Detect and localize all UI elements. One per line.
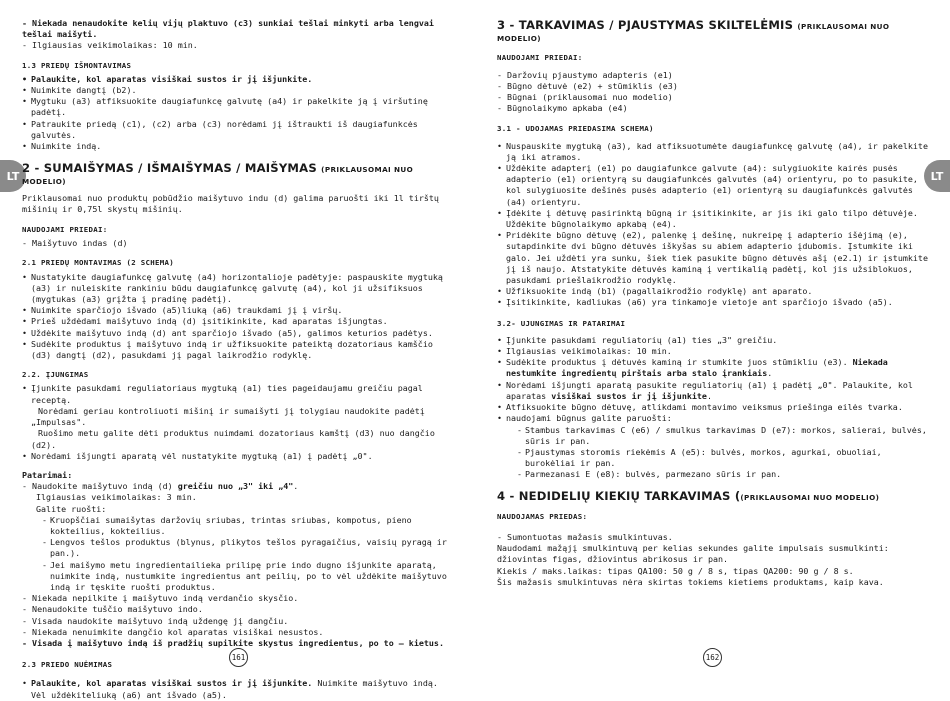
- used-accessories-item: - Daržovių pjaustymo adapteris (e1): [497, 69, 673, 80]
- list-item-bold: visiškai sustos ir jį išjunkite: [551, 390, 707, 401]
- list-item-bold: Palaukite, kol aparatas visiškai sustos ir jį išjunkite.: [31, 678, 313, 689]
- used-accessories-item: - Būgnolaikymo apkaba (e4): [497, 103, 628, 114]
- section-4-line: Šis mažasis smulkintuvas nėra skirtas tokiems kietiems produktams, kaip kava.: [497, 576, 884, 587]
- misc-line-bold: - Visada į maišytuvo indą iš pradžių supilkite skystus ingredientus, po to – kietus.: [22, 637, 444, 648]
- section-2-1-title: 2.1 PRIEDŲ MONTAVIMAS (2 SCHEMA): [22, 258, 174, 268]
- section-1-3-list: [22, 74, 454, 152]
- section-2-2-list: [22, 383, 454, 461]
- list-item: • Atfiksuokite būgno dėtuvę, atlikdami montavimo veiksmus priešinga eilės tvarka.: [497, 402, 929, 413]
- section-4-line: - Sumontuotas mažasis smulkintuvas.: [497, 531, 673, 542]
- list-item: • Palaukite, kol aparatas visiškai sustos ir jį išjunkite.: [22, 74, 454, 85]
- list-item: • Patraukite priedą (c1), (c2) arba (c3) norėdami jį ištraukti iš daugiafunkcės galvutės.: [22, 119, 454, 141]
- list-item: [22, 383, 454, 450]
- used-accessories-item: - Būgno dėtuvė (e2) + stūmiklis (e3): [497, 80, 678, 91]
- list-item: • Nuspauskite mygtuką (a3), kad atfiksuotumėte daugiafunkcę galvutę (a4), ir pakelkite ją iki atramos.: [497, 141, 929, 163]
- language-tab-left: LT: [0, 160, 26, 192]
- list-item-text: Sudėkite produktus į dėtuvės kaminą ir stumkite juos stūmikliu (e3).: [506, 357, 853, 368]
- drum-use-item: - Stambus tarkavimas C (e6) / smulkus tarkavimas D (e7): morkos, salierai, bulvės, sūris ir pan.: [497, 425, 929, 447]
- used-accessories-title: NAUDOJAMI PRIEDAI:: [497, 53, 583, 63]
- list-item-text: Norėdami išjungti aparatą pasukite reguliatorių (a1) į padėtį „0". Palaukite, kol aparatas: [506, 379, 913, 401]
- list-item-text: .: [706, 390, 712, 401]
- drum-use-item: - Pjaustymas storomis riekėmis A (e5): bulvės, morkos, agurkai, obuoliai, burokėliai ir pan.: [497, 447, 929, 469]
- list-item: • Nustatykite daugiafunkcę galvutę (a4) horizontalioje padėtyje: paspauskite mygtuką (a3) ir nuleiskite rankiniu būdu daugiafunkcę galvutę (a4), kol ji užsifiksuos (mygtukas (a3) grįžta į pradinę padėtį).: [22, 272, 454, 306]
- section-4-model-note: (PRIKLAUSOMAI NUO MODELIO): [740, 492, 880, 502]
- page-number-right: 162: [703, 648, 722, 667]
- list-item-text: Norėdami geriau kontroliuoti mišinį ir sumaišyti jį tolygiau naudokite padėtį „Impulsas".: [31, 405, 425, 428]
- list-item: [497, 380, 929, 402]
- drum-use-item: - Parmezanasi E (e8): bulvės, parmezano sūris ir pan.: [497, 469, 929, 480]
- section-2-intro: Priklausomai nuo produktų pobūdžio maišytuvo indu (d) galima paruošti iki 1l tirštų mišinių ir 0,75l skystų mišinių.: [22, 192, 439, 214]
- list-item: • Uždėkite maišytuvo indą (d) ant sparčiojo išvado (a5), galimos keturios padėtys.: [22, 328, 454, 339]
- list-item: • Prieš uždėdami maišytuvo indą (d) įsitikinkite, kad aparatas išjungtas.: [22, 316, 454, 327]
- section-4-line: Naudodami mažąjį smulkintuvą per kelias sekundes galite impulsais susmulkinti: džiovintas figas, džiovintus abrikosus ir pan.: [497, 543, 889, 565]
- list-item: • Pridėkite būgno dėtuvę (e2), palenkę į dešinę, nukreipę į adapterio išėjimą (e), sutapdinkite dvi būgno dėtuvės iškyšas su abiem adapterio įdubomis. Įstumkite iki galo. Jei uždėti yra sunku, šiek tiek pasukite būgno dėtuvės ašį (e2.1) ir įstumkite jį iš naujo. Atstatykite dėtuvės kaminą į vertikalią padėtį, kol jis užsiblokuos, pasukdami priešlaikrodžio rodyklę.: [497, 230, 929, 286]
- intro-time: - Ilgiausias veikimolaikas: 10 min.: [22, 40, 198, 51]
- section-2-1-list: [22, 272, 454, 362]
- intro-warning: - Niekada nenaudokite kelių vijų plaktuvo (c3) sunkiai tešlai minkyti arba lengvai tešlai maišyti.: [22, 18, 434, 40]
- misc-line: - Nenaudokite tuščio maišytuvo indo.: [22, 604, 203, 615]
- section-1-3-title: 1.3 PRIEDŲ IŠMONTAVIMAS: [22, 60, 132, 70]
- list-item: • Nuimkite sparčiojo išvado (a5)liuką (a6) traukdami jį į viršų.: [22, 305, 454, 316]
- list-item-text: .: [767, 368, 773, 379]
- list-item: • Mygtuku (a3) atfiksuokite daugiafunkcę galvutę (a4) ir pakelkite ją į viršutinę padėtį.: [22, 96, 454, 118]
- tips-line: [22, 481, 454, 492]
- right-page-column: [497, 18, 929, 588]
- section-2-title: 2 - SUMAIŠYMAS / IŠMAIŠYMAS / MAIŠYMAS: [22, 161, 317, 176]
- section-3-1-list: [497, 141, 929, 309]
- section-4-line: Kiekis / maks.laikas: tipas QA100: 50 g / 8 s, tipas QA200: 90 g / 8 s.: [497, 565, 854, 576]
- list-item: • Nuimkite indą.: [22, 141, 454, 152]
- list-item-bold: Niekada nestumkite ingredientų pirštais arba stalo įrankiais: [506, 357, 888, 379]
- page-number-left: 161: [229, 648, 248, 667]
- section-2-3-title: 2.3 PRIEDO NUĖMIMAS: [22, 660, 113, 670]
- list-item: • Norėdami išjungti aparatą vėl nustatykite mygtuką (a1) į padėtį „0".: [22, 451, 454, 462]
- used-accessory-title: NAUDOJAMAS PRIEDAS:: [497, 511, 588, 521]
- list-item: • Įsitikinkite, kadliukas (a6) yra tinkamoje vietoje ant sparčiojo išvado (a5).: [497, 297, 929, 308]
- tips-list-item: - Lengvos tešlos produktus (blynus, plikytos tešlos pyragaičius, vaisių pyragą ir pan.).: [22, 537, 454, 559]
- section-3-model-note: (PRIKLAUSOMAI NUO MODELIO): [497, 22, 890, 44]
- used-accessories-item: - Maišytuvo indas (d): [22, 238, 128, 249]
- section-3-heading: [497, 20, 929, 44]
- language-tab-right: LT: [924, 160, 950, 192]
- section-3-2-title: 3.2- UJUNGIMAS IR PATARIMAI: [497, 318, 626, 328]
- list-item-text: Ruošimo metu galite dėti produktus nuimdami dozatoriaus kamštį (d3) nuo dangčio (d2).: [31, 428, 435, 450]
- list-item: • Uždėkite adapterį (e1) po daugiafunkce galvute (a4): sulygiuokite kairės pusės adapterio (e1) orientyrą su daugiafunkcės galvutės (a4) orientyru, po to pasukite, kol sulygiuosite dešinės pusės adapterio (e1) orientyrą su daugiafunkcės galvutės (a4) orientyru.: [497, 163, 929, 208]
- section-2-2-title: 2.2. ĮJUNGIMAS: [22, 370, 89, 380]
- tips-title: Patarimai:: [22, 469, 73, 480]
- list-item: [22, 678, 454, 700]
- list-item-text: Įjunkite pasukdami reguliatoriaus mygtuką (a1) ties pageidaujamu greičiu pagal receptą.: [31, 383, 423, 405]
- used-accessories-item: - Būgnai (priklausomai nuo modelio): [497, 92, 673, 103]
- list-item: • Sudėkite produktus į maišytuvo indą ir užfiksuokite pateiktą dozatoriaus kamščio (d3) dangtį (d2), pasukdami jį pagal laikrodžio rodyklę.: [22, 339, 454, 361]
- section-2-heading: [22, 163, 454, 187]
- section-3-2-list: [497, 335, 929, 425]
- section-4-heading: [497, 488, 929, 503]
- tips-can-prepare: Galite ruošti:: [36, 503, 107, 514]
- section-4-title: 4 - NEDIDELIŲ KIEKIŲ TARKAVIMAS (: [497, 488, 741, 503]
- left-page-column: [22, 18, 454, 701]
- used-accessories-title: NAUDOJAMI PRIEDAI:: [22, 225, 108, 235]
- list-item: • Ilgiausias veikimolaikas: 10 min.: [497, 346, 929, 357]
- tips-time: Ilgiausias veikimolaikas: 3 min.: [36, 492, 197, 503]
- misc-line: - Niekada nenuimkite dangčio kol aparatas visiškai nesustos.: [22, 626, 324, 637]
- list-item: • naudojami būgnus galite paruošti:: [497, 413, 929, 424]
- list-item: • Užfiksuokite indą (b1) (pagallaikrodžio rodyklę) ant aparato.: [497, 286, 929, 297]
- list-item: • Įjunkite pasukdami reguliatorių (a1) ties „3" greičiu.: [497, 335, 929, 346]
- tips-list-item: - Jei maišymo metu ingredientailieka prilipę prie indo dugno išjunkite aparatą, nuimkite indą, nustumkite ingredientus ant peilių, po to vėl uždėkite maišytuvo indą ir tęskite ruošti produktus.: [22, 560, 454, 594]
- tips-speed: greičiu nuo „3" iki „4": [177, 481, 294, 492]
- tips-list-item: - Kruopščiai sumaišytas daržovių sriubas, trintas sriubas, kompotus, pieno kokteilius, kokteilius.: [22, 515, 454, 537]
- section-2-3-list: [22, 678, 454, 700]
- tips-text: .: [293, 481, 299, 492]
- section-3-title: 3 - TARKAVIMAS / PJAUSTYMAS SKILTELĖMIS: [497, 18, 794, 32]
- misc-line: - Visada naudokite maišytuvo indą uždengę jį dangčiu.: [22, 615, 289, 626]
- list-item-text: Nuimkite maišytuvo indą. Vėl uždėkiteliuką (a6) ant išvado (a5).: [31, 678, 438, 700]
- misc-line: - Niekada nepilkite į maišytuvo indą verdančio skysčio.: [22, 593, 299, 604]
- tips-text: - Naudokite maišytuvo indą (d): [22, 481, 178, 492]
- section-2-model-note: (PRIKLAUSOMAI NUO MODELIO): [22, 165, 414, 187]
- list-item: [497, 357, 929, 379]
- section-3-1-title: 3.1 - UDOJAMAS PRIEDASIMA SCHEMA): [497, 124, 654, 134]
- list-item: • Įdėkite į dėtuvę pasirinktą būgną ir įsitikinkite, ar jis iki galo tilpo dėtuvėje. Uždėkite būgnolaikymo apkabą (e4).: [497, 208, 929, 230]
- list-item: • Nuimkite dangtį (b2).: [22, 85, 454, 96]
